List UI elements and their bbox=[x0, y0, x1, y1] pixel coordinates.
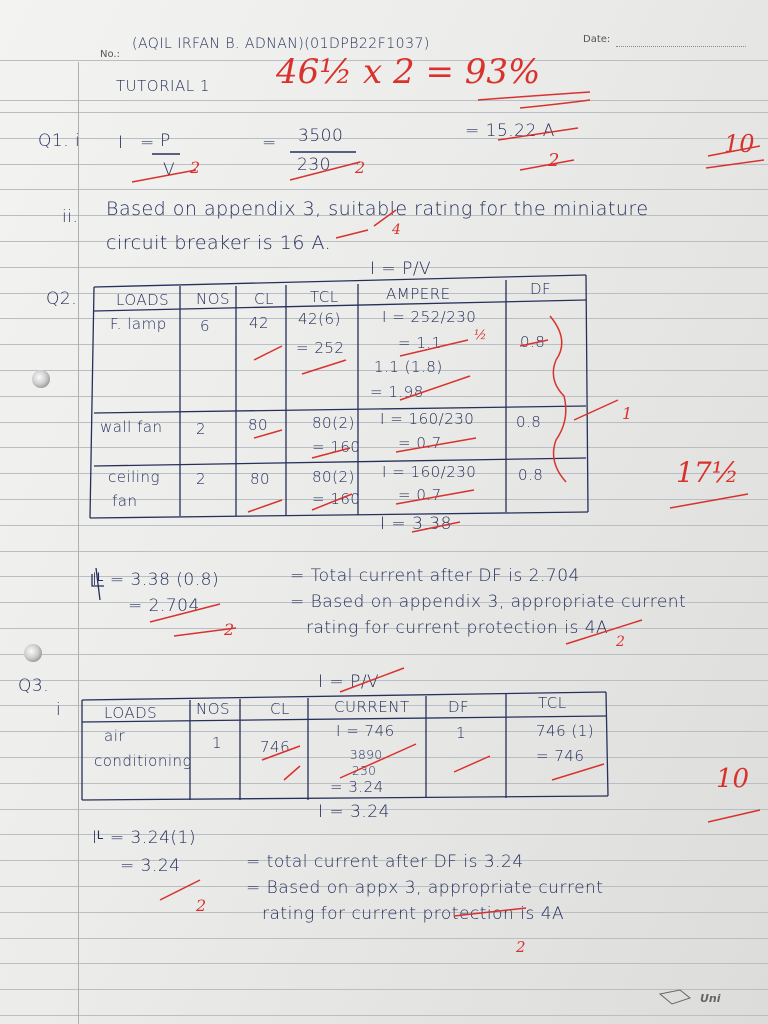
q1-eq2: = bbox=[262, 133, 277, 153]
q3-row-current4: = 3.24 bbox=[330, 778, 384, 796]
q3-score: 10 bbox=[716, 764, 750, 794]
q3-label: Q3. bbox=[18, 676, 50, 696]
ruled-line bbox=[0, 654, 768, 655]
date-label: Date: bbox=[583, 34, 611, 45]
q2-formula: I = P/V bbox=[370, 259, 432, 279]
q2-header-cl: CL bbox=[254, 290, 274, 308]
q1-formula-p: P bbox=[160, 131, 171, 151]
q2-header-ampere: AMPERE bbox=[386, 285, 451, 303]
q3-row-load: air bbox=[104, 727, 126, 745]
q1-mark-2a: 2 bbox=[190, 158, 201, 177]
ruled-line bbox=[0, 164, 768, 165]
q3-calc-line1: Iᴸ = 3.24(1) bbox=[92, 828, 196, 848]
q3-header-tcl: TCL bbox=[538, 694, 567, 712]
q2-row1-cl: 42 bbox=[249, 314, 270, 332]
q2-row2-nos: 2 bbox=[196, 420, 207, 438]
q2-row1-tcl2: = 252 bbox=[296, 339, 345, 357]
q3-row-cl: 746 bbox=[260, 738, 291, 756]
q3-header-nos: NOS bbox=[196, 700, 231, 718]
q3-header-current: CURRENT bbox=[334, 698, 410, 716]
q3-row-current2: 3890 bbox=[350, 748, 383, 762]
q3-conclusion-3: rating for current protection is 4A bbox=[262, 904, 565, 924]
q3-mark-2f: 2 bbox=[196, 896, 207, 915]
q2-row1-df: 0.8 bbox=[520, 333, 546, 351]
q2-row3-tcl: 80(2) bbox=[312, 468, 355, 486]
q2-half-mark: ½ bbox=[474, 328, 487, 343]
q2-row1-tcl: 42(6) bbox=[298, 310, 341, 328]
ruled-line bbox=[0, 989, 768, 990]
ruled-line bbox=[0, 112, 768, 113]
q3-row-load2: conditioning bbox=[94, 752, 193, 770]
q1-numerator: 3500 bbox=[298, 126, 344, 146]
q1-ii-label: ii. bbox=[62, 207, 79, 227]
ruled-line bbox=[0, 189, 768, 190]
q1-score: 10 bbox=[724, 130, 755, 158]
q2-row1-amp2: = 1.1 bbox=[398, 334, 442, 352]
q3-row-nos: 1 bbox=[212, 734, 223, 752]
q1-mark-2b: 2 bbox=[355, 158, 366, 177]
q2-calc-line1: Iᴸ = 3.38 (0.8) bbox=[92, 570, 220, 590]
ruled-line bbox=[0, 783, 768, 784]
q1-label: Q1. i bbox=[38, 131, 81, 151]
q2-header-df: DF bbox=[530, 280, 552, 298]
q1-ii-line2: circuit breaker is 16 A. bbox=[106, 232, 332, 254]
q1-result: = 15.22 A bbox=[465, 121, 555, 141]
q3-conclusion-2: = Based on appx 3, appropriate current bbox=[246, 878, 604, 898]
ruled-line bbox=[0, 551, 768, 552]
q2-row1-load: F. lamp bbox=[110, 315, 167, 333]
ruled-line bbox=[0, 447, 768, 448]
q1-ii-line1: Based on appendix 3, suitable rating for the miniature bbox=[106, 198, 649, 220]
q2-row3-df: 0.8 bbox=[518, 466, 544, 484]
q2-row3-cl: 80 bbox=[250, 470, 271, 488]
date-field bbox=[616, 46, 746, 47]
page-title: TUTORIAL 1 bbox=[116, 77, 210, 95]
q2-row2-df: 0.8 bbox=[516, 413, 542, 431]
q2-label: Q2. bbox=[46, 289, 78, 309]
q3-formula: I = P/V bbox=[318, 672, 380, 692]
q2-row1-amp1: I = 252/230 bbox=[382, 308, 477, 326]
q2-row2-amp1: I = 160/230 bbox=[380, 410, 475, 428]
q2-calc-line2: = 2.704 bbox=[128, 596, 200, 616]
q2-mark-2d: 2 bbox=[224, 620, 235, 639]
q1-formula-i: I bbox=[118, 133, 124, 153]
student-name: (AQIL IRFAN B. ADNAN)(01DPB22F1037) bbox=[132, 36, 430, 52]
q1-mark-4: 4 bbox=[392, 222, 401, 238]
q3-mark-2g: 2 bbox=[516, 938, 526, 956]
q2-header-nos: NOS bbox=[196, 290, 231, 308]
q3-header-cl: CL bbox=[270, 700, 290, 718]
q2-row1-nos: 6 bbox=[200, 317, 211, 335]
ruled-line bbox=[0, 344, 768, 345]
no-label: No.: bbox=[100, 49, 120, 60]
punch-hole bbox=[32, 370, 50, 388]
brand-logo: Uni bbox=[700, 992, 721, 1005]
q1-denominator: 230 bbox=[297, 155, 331, 175]
q2-row2-cl: 80 bbox=[248, 416, 269, 434]
q2-header-loads: LOADS bbox=[116, 291, 170, 309]
q2-header-tcl: TCL bbox=[310, 288, 339, 306]
score-total: 46½ x 2 = 93% bbox=[276, 52, 541, 92]
ruled-line bbox=[0, 1015, 768, 1016]
q2-row2-tcl2: = 160 bbox=[312, 438, 361, 456]
q2-score: 17½ bbox=[676, 456, 739, 489]
q1-formula-eq: = bbox=[140, 133, 155, 153]
ruled-line bbox=[0, 680, 768, 681]
q2-row3-amp2: = 0.7 bbox=[398, 486, 442, 504]
q2-row2-amp2: = 0.7 bbox=[398, 434, 442, 452]
q2-row2-load: wall fan bbox=[100, 418, 163, 436]
q2-row1-amp3: 1.1 (1.8) bbox=[374, 358, 443, 376]
q3-row-current3: 230 bbox=[352, 764, 377, 778]
q2-row3-amp1: I = 160/230 bbox=[382, 463, 477, 481]
q2-conclusion-3: rating for current protection is 4A bbox=[306, 618, 609, 638]
q3-calc-line2: = 3.24 bbox=[120, 856, 181, 876]
q3-sub: i bbox=[56, 700, 62, 720]
q1-formula-v: V bbox=[163, 160, 176, 180]
q2-total: I = 3.38 bbox=[380, 514, 452, 534]
q2-row3-nos: 2 bbox=[196, 470, 207, 488]
q1-mark-2c: 2 bbox=[548, 150, 560, 171]
q2-row1-amp4: = 1.98 bbox=[370, 383, 424, 401]
q2-conclusion-1: = Total current after DF is 2.704 bbox=[290, 566, 580, 586]
q2-row3-load: ceiling bbox=[108, 468, 160, 486]
ruled-line bbox=[0, 138, 768, 139]
punch-hole bbox=[24, 644, 42, 662]
ruled-line bbox=[0, 938, 768, 939]
q3-row-tcl2: = 746 bbox=[536, 747, 585, 765]
ruled-line bbox=[0, 963, 768, 964]
q2-tick: 1 bbox=[622, 404, 633, 423]
q2-row2-tcl: 80(2) bbox=[312, 414, 355, 432]
q3-total: I = 3.24 bbox=[318, 802, 390, 822]
q3-row-tcl: 746 (1) bbox=[536, 722, 595, 740]
ruled-line bbox=[0, 100, 768, 101]
q3-header-loads: LOADS bbox=[104, 704, 158, 722]
q3-row-current1: I = 746 bbox=[336, 722, 395, 740]
q3-header-df: DF bbox=[448, 698, 470, 716]
q3-conclusion-1: = total current after DF is 3.24 bbox=[246, 852, 524, 872]
q2-mark-2e: 2 bbox=[616, 634, 625, 650]
q2-row3-tcl2: = 160 bbox=[312, 490, 361, 508]
q2-conclusion-2: = Based on appendix 3, appropriate current bbox=[290, 592, 687, 612]
q3-row-df: 1 bbox=[456, 724, 467, 742]
q2-row3-load2: fan bbox=[112, 492, 138, 510]
